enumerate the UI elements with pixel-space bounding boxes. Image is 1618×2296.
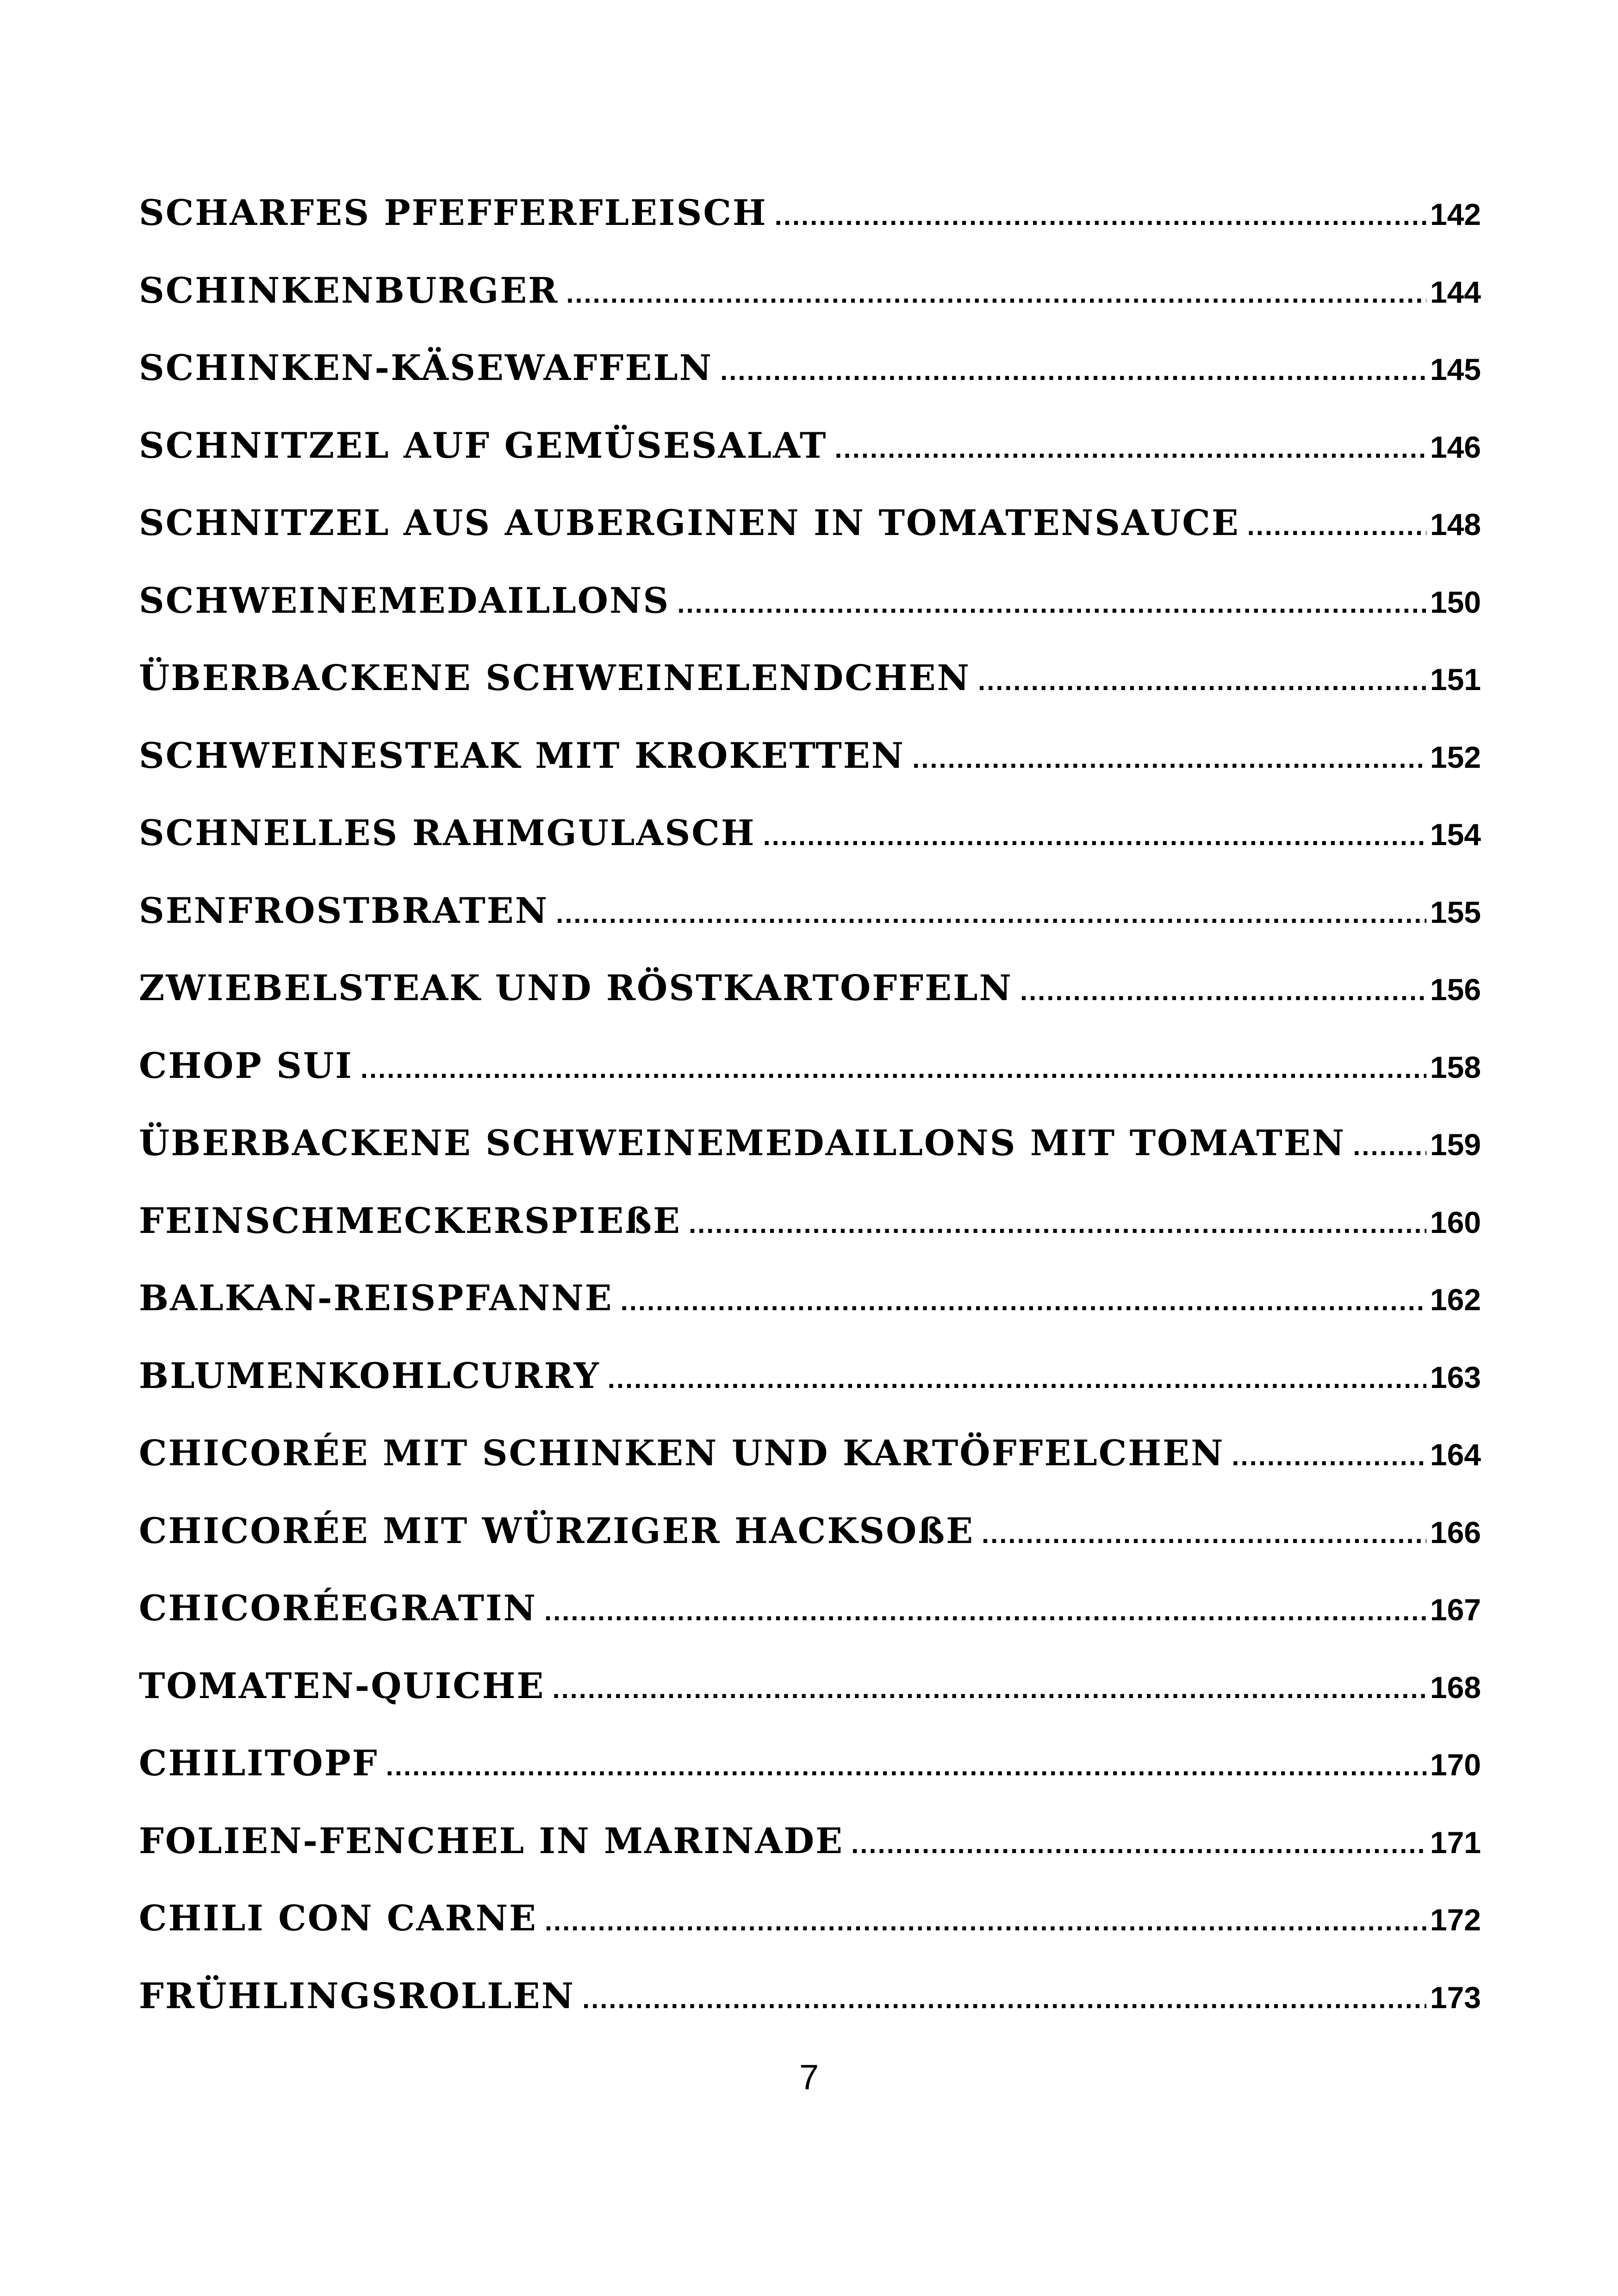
toc-entry[interactable] <box>139 1355 1481 1433</box>
dot-leader <box>851 1829 1426 1860</box>
dot-leader <box>556 898 1426 929</box>
toc-entry[interactable] <box>139 890 1481 968</box>
toc-entry-page: 145 <box>1430 352 1481 386</box>
toc-entry-title: SCHINKEN-KÄSEWAFFELN <box>139 347 713 388</box>
toc-entry-title: BLUMENKOHLCURRY <box>139 1355 600 1396</box>
toc-entry[interactable] <box>139 967 1481 1045</box>
toc-entry-page: 162 <box>1430 1282 1481 1317</box>
dot-leader <box>1020 976 1426 1007</box>
toc-entry-page: 158 <box>1430 1050 1481 1084</box>
toc-entry-title: SCHWEINESTEAK MIT KROKETTEN <box>139 734 905 776</box>
dot-leader <box>552 1674 1426 1705</box>
dot-leader <box>621 1286 1426 1317</box>
dot-leader <box>545 1906 1426 1937</box>
toc-entry-title: CHICORÉEGRATIN <box>139 1587 537 1629</box>
toc-entry[interactable] <box>139 270 1481 348</box>
toc-entry-title: CHILITOPF <box>139 1742 379 1784</box>
toc-entry-title: BALKAN-REISPFANNE <box>139 1277 613 1319</box>
toc-entry-page: 154 <box>1430 817 1481 852</box>
table-of-contents <box>139 192 1481 2053</box>
toc-entry-page: 168 <box>1430 1670 1481 1705</box>
toc-entry[interactable] <box>139 812 1481 890</box>
toc-entry-page: 163 <box>1430 1360 1481 1394</box>
dot-leader <box>689 1208 1426 1239</box>
dot-leader <box>386 1751 1426 1782</box>
dot-leader <box>775 200 1426 231</box>
toc-entry-page: 167 <box>1430 1593 1481 1627</box>
dot-leader <box>566 278 1426 309</box>
toc-entry-title: SCHNITZEL AUS AUBERGINEN IN TOMATENSAUCE <box>139 502 1240 543</box>
dot-leader <box>1232 1441 1426 1472</box>
toc-entry[interactable] <box>139 1587 1481 1665</box>
toc-entry-page: 160 <box>1430 1205 1481 1239</box>
toc-entry-title: SCHNELLES RAHMGULASCH <box>139 812 756 853</box>
toc-entry[interactable] <box>139 347 1481 425</box>
dot-leader <box>1247 510 1426 541</box>
dot-leader <box>912 743 1426 774</box>
toc-entry[interactable] <box>139 1277 1481 1355</box>
dot-leader <box>677 588 1426 619</box>
toc-entry-page: 148 <box>1430 507 1481 541</box>
toc-entry[interactable] <box>139 1742 1481 1820</box>
dot-leader <box>608 1363 1426 1394</box>
toc-entry-title: ÜBERBACKENE SCHWEINELENDCHEN <box>139 657 971 698</box>
dot-leader <box>834 433 1426 464</box>
toc-entry[interactable] <box>139 580 1481 658</box>
dot-leader <box>361 1053 1426 1084</box>
toc-entry-title: CHICORÉE MIT WÜRZIGER HACKSOßE <box>139 1510 975 1551</box>
toc-entry-title: SENFROSTBRATEN <box>139 890 549 931</box>
toc-entry-page: 142 <box>1430 197 1481 231</box>
toc-entry-title: CHOP SUI <box>139 1045 353 1086</box>
toc-entry-title: SCHWEINEMEDAILLONS <box>139 579 670 621</box>
toc-entry[interactable] <box>139 1432 1481 1510</box>
toc-entry[interactable] <box>139 425 1481 503</box>
toc-entry-page: 144 <box>1430 274 1481 309</box>
toc-entry-page: 171 <box>1430 1825 1481 1860</box>
toc-entry-page: 152 <box>1430 740 1481 774</box>
toc-entry-title: FOLIEN-FENCHEL IN MARINADE <box>139 1820 844 1861</box>
toc-entry[interactable] <box>139 1975 1481 2053</box>
toc-entry-page: 172 <box>1430 1903 1481 1937</box>
dot-leader <box>720 355 1426 386</box>
toc-entry-title: TOMATEN-QUICHE <box>139 1665 545 1706</box>
toc-entry-page: 164 <box>1430 1437 1481 1472</box>
toc-entry[interactable] <box>139 735 1481 813</box>
dot-leader <box>544 1596 1426 1627</box>
toc-entry[interactable] <box>139 657 1481 735</box>
page-number: 7 <box>799 2058 819 2097</box>
toc-entry-title: ÜBERBACKENE SCHWEINEMEDAILLONS MIT TOMATEN <box>139 1122 1346 1164</box>
toc-entry-page: 170 <box>1430 1748 1481 1782</box>
toc-entry-page: 155 <box>1430 895 1481 929</box>
toc-entry-title: SCHINKENBURGER <box>139 269 559 311</box>
toc-entry[interactable] <box>139 1122 1481 1200</box>
toc-entry-page: 166 <box>1430 1515 1481 1549</box>
dot-leader <box>982 1518 1426 1549</box>
dot-leader <box>1353 1131 1426 1162</box>
dot-leader <box>582 1984 1426 2015</box>
toc-entry[interactable] <box>139 502 1481 580</box>
toc-entry-page: 173 <box>1430 1980 1481 2015</box>
toc-entry[interactable] <box>139 1665 1481 1743</box>
toc-entry-title: CHICORÉE MIT SCHINKEN UND KARTÖFFELCHEN <box>139 1432 1225 1474</box>
toc-entry-title: SCHNITZEL AUF GEMÜSESALAT <box>139 424 828 466</box>
toc-entry-page: 146 <box>1430 429 1481 464</box>
toc-entry-title: ZWIEBELSTEAK UND RÖSTKARTOFFELN <box>139 967 1013 1008</box>
dot-leader <box>978 666 1426 697</box>
toc-entry[interactable] <box>139 1898 1481 1975</box>
toc-entry[interactable] <box>139 1200 1481 1278</box>
toc-entry-page: 156 <box>1430 972 1481 1007</box>
toc-entry-title: FRÜHLINGSROLLEN <box>139 1975 575 2016</box>
toc-entry[interactable] <box>139 1510 1481 1588</box>
dot-leader <box>763 821 1426 852</box>
toc-entry-page: 159 <box>1430 1127 1481 1162</box>
toc-entry-title: CHILI CON CARNE <box>139 1898 537 1939</box>
toc-entry[interactable] <box>139 192 1481 270</box>
toc-entry-page: 151 <box>1430 662 1481 697</box>
toc-entry[interactable] <box>139 1820 1481 1898</box>
toc-entry[interactable] <box>139 1045 1481 1123</box>
toc-entry-page: 150 <box>1430 585 1481 619</box>
toc-entry-title: SCHARFES PFEFFERFLEISCH <box>139 192 767 233</box>
toc-entry-title: FEINSCHMECKERSPIEßE <box>139 1200 681 1241</box>
